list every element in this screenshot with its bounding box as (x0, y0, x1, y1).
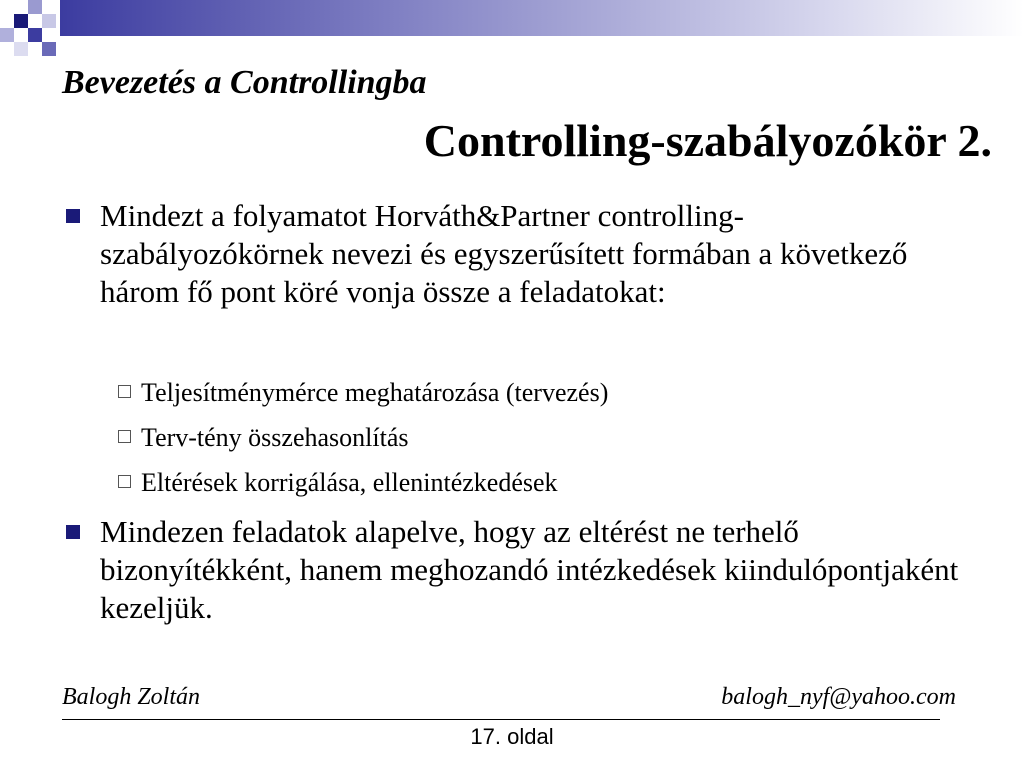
deco-square (28, 28, 42, 42)
footer-author: Balogh Zoltán (62, 684, 201, 710)
bullet-text: Mindezt a folyamatot Horváth&Partner controlling-szabályozókörnek nevezi és egyszerűsített formában a következő három fő pont köré vonja össze a feladatokat: (100, 198, 908, 309)
square-bullet-icon (66, 525, 80, 539)
deco-square (0, 28, 14, 42)
footer-email: balogh_nyf@yahoo.com (721, 684, 956, 710)
hollow-square-bullet-icon (118, 385, 131, 398)
deco-square (28, 0, 42, 14)
bullet-item (66, 513, 966, 627)
sub-item-text: Teljesítménymérce meghatározása (tervezés) (141, 378, 609, 407)
sub-item (118, 378, 608, 408)
bullet-item (66, 197, 966, 311)
deco-square (14, 14, 28, 28)
page-number: 17. oldal (470, 724, 554, 749)
sub-item-text: Eltérések korrigálása, ellenintézkedések (141, 468, 558, 497)
header-gradient-bar (60, 0, 1024, 36)
hollow-square-bullet-icon (118, 430, 131, 443)
sub-item (118, 423, 409, 453)
slide-subtitle: Bevezetés a Controllingba (62, 64, 427, 101)
sub-item (118, 468, 558, 498)
deco-square (42, 14, 56, 28)
bullet-text: Mindezen feladatok alapelve, hogy az eltérést ne terhelő bizonyítékként, hanem meghozandó intézkedések kiindulópontjaként kezeljük. (100, 514, 959, 625)
slide-title: Controlling-szabályozókör 2. (423, 115, 992, 166)
footer-divider (62, 719, 940, 720)
hollow-square-bullet-icon (118, 475, 131, 488)
deco-square (42, 42, 56, 56)
sub-item-text: Terv-tény összehasonlítás (141, 423, 409, 452)
square-bullet-icon (66, 209, 80, 223)
deco-square (14, 42, 28, 56)
